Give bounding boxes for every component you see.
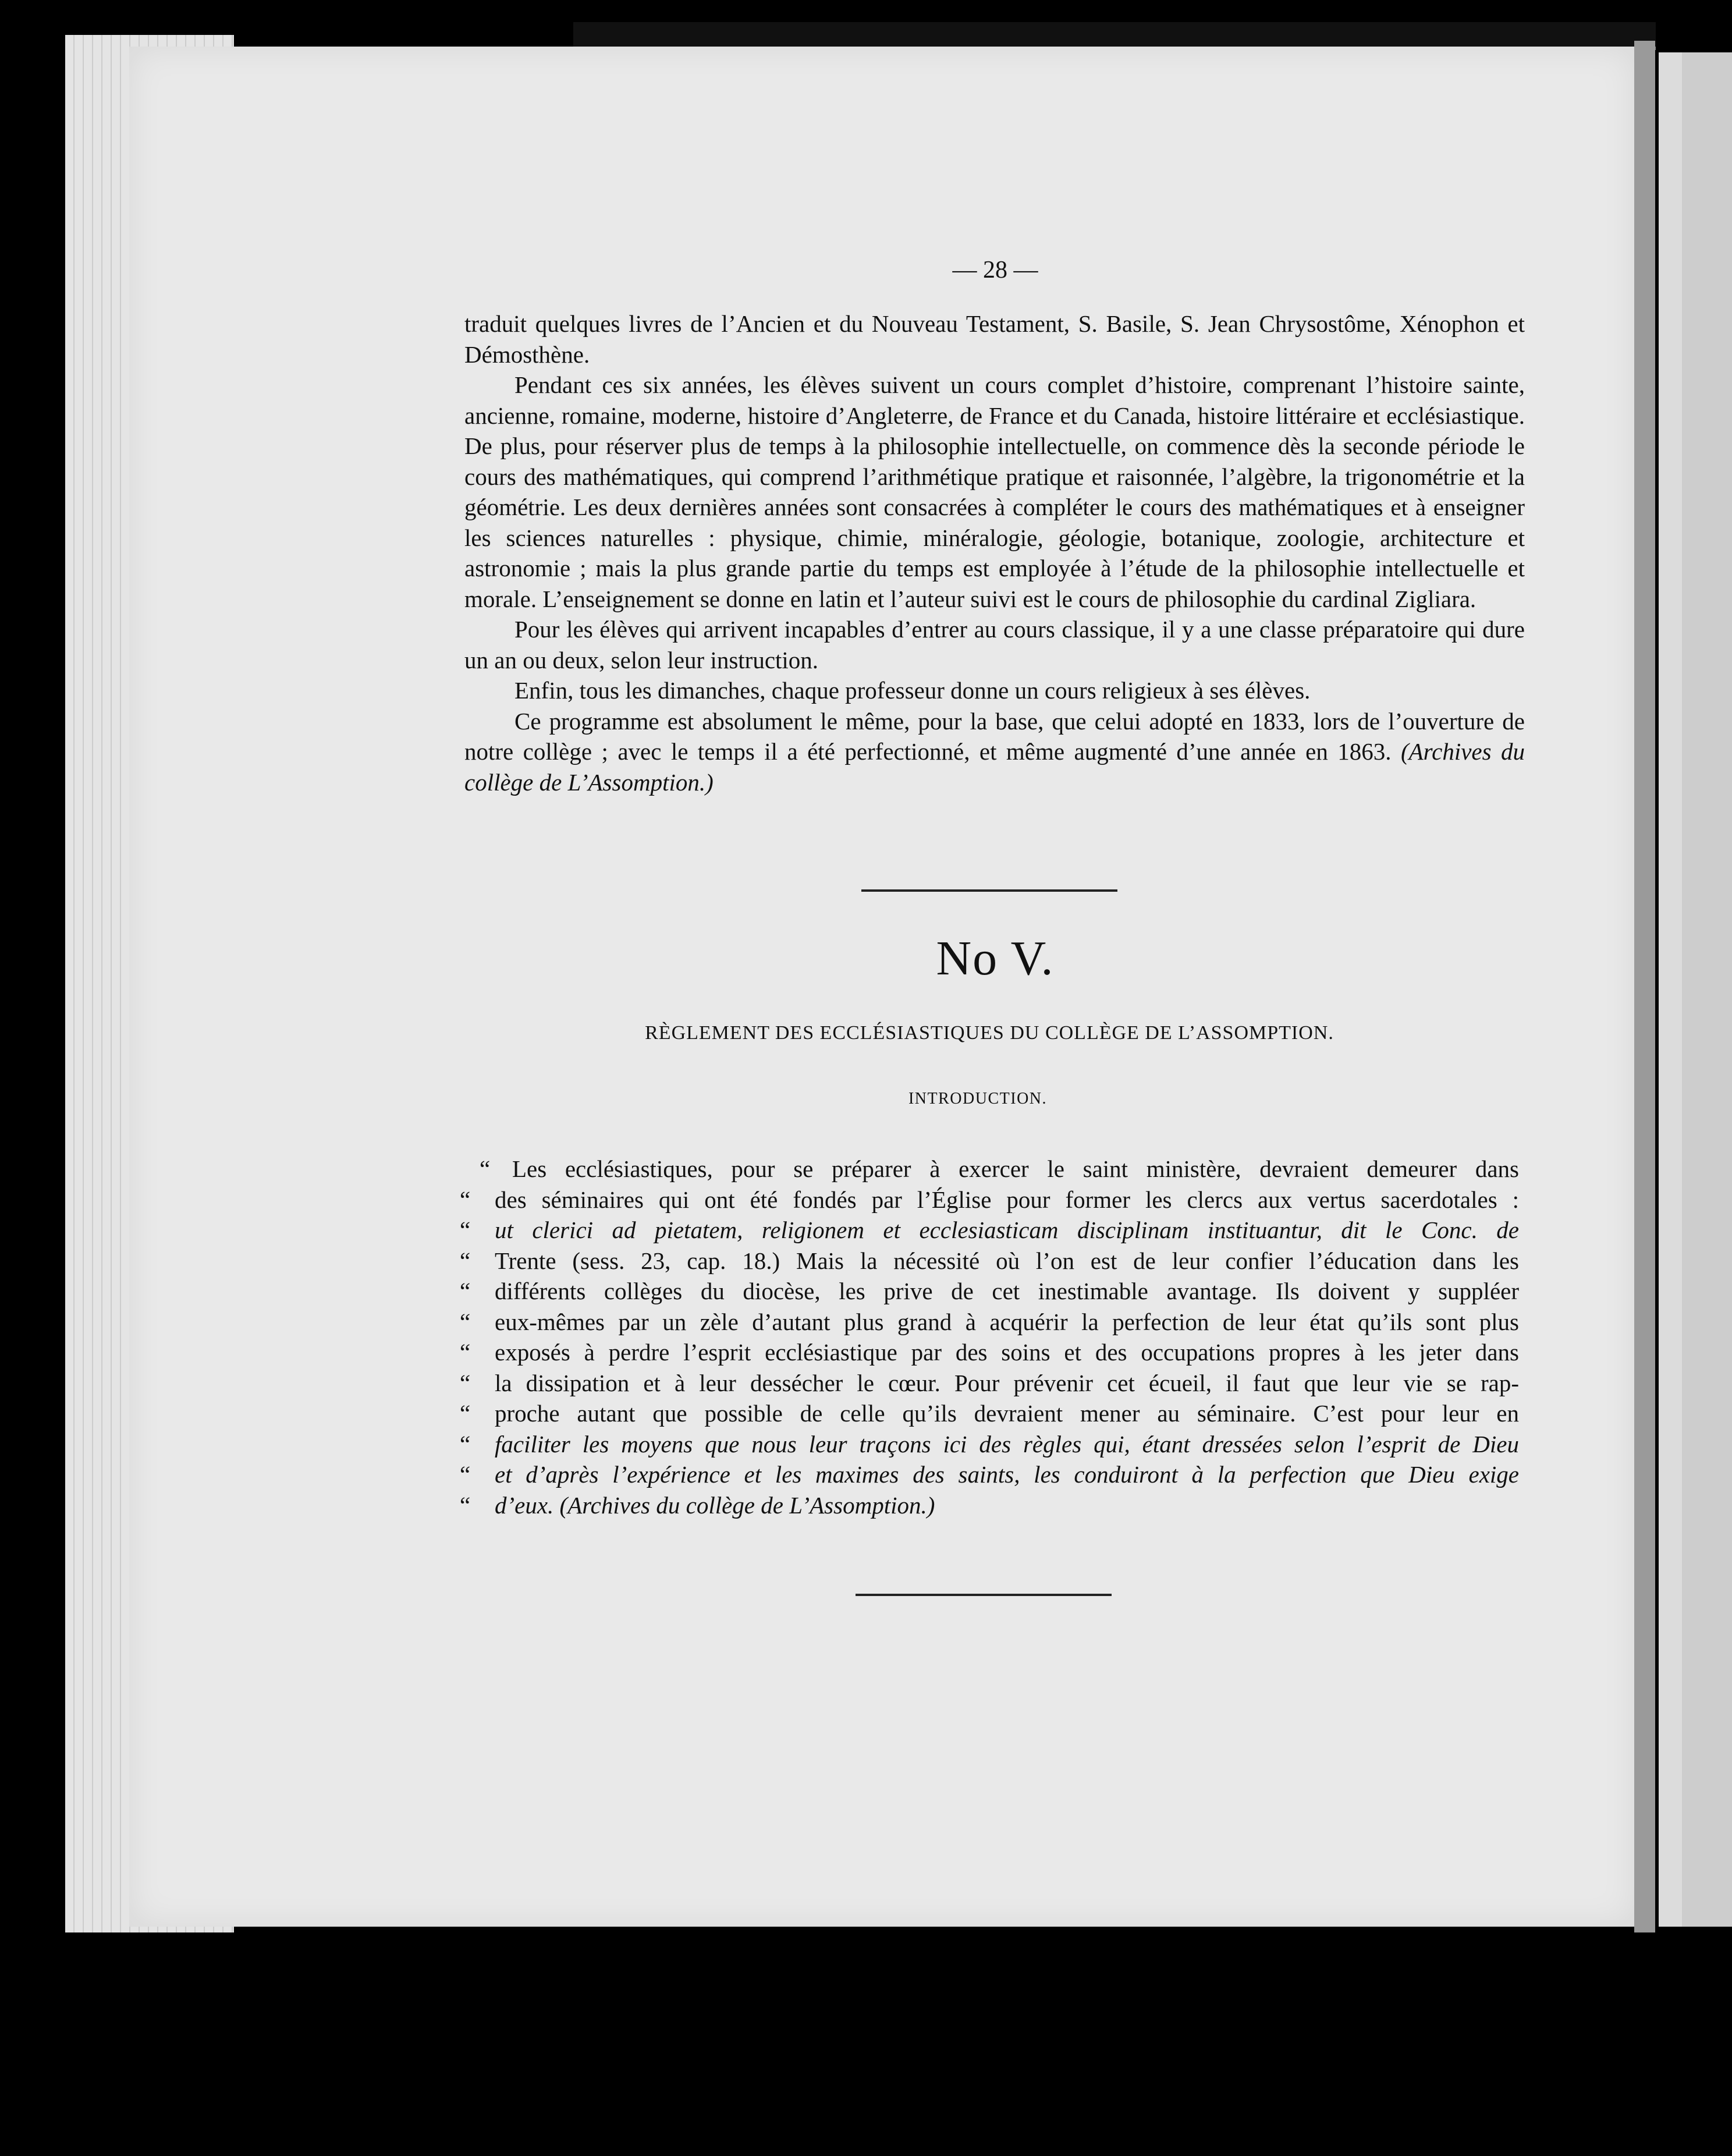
quote-line — [460, 1368, 1519, 1399]
quote-mark: “ — [480, 1155, 491, 1182]
quote-line-text: d’eux. (Archives du collège de L’Assomption.) — [495, 1491, 935, 1519]
quote-mark: “ — [460, 1186, 471, 1213]
quote-mark: “ — [460, 1308, 471, 1335]
quote-line — [460, 1246, 1519, 1276]
quote-line-text: des séminaires qui ont été fondés par l’Église pour former les clercs aux vertus sacerdotales : — [495, 1186, 1519, 1213]
facing-page-shadow — [1682, 52, 1732, 1927]
quote-mark: “ — [460, 1369, 471, 1396]
paragraph: Pendant ces six années, les élèves suivent un cours complet d’histoire, comprenant l’histoire sainte, ancienne, romaine, moderne, histoire d’Angleterre, de France et du Canada, histoire littéraire et ecclésiastique. De plus, pour réserver plus de temps à la philosophie intellectuelle, on commence dès la seconde période le cours des mathématiques, qui comprend l’arithmétique pratique et raisonnée, l’algèbre, la trigonométrie et la géométrie. Les deux dernières années sont consacrées à compléter le cours des mathématiques et à enseigner les sciences naturelles : physique, chimie, minéralogie, géologie, botanique, zoologie, architecture et astronomie ; mais la plus grande partie du temps est employée à l’étude de la philosophie intellectuelle et morale. L’enseignement se donne en latin et l’auteur suivi est le cours de philosophie du cardinal Zigliara. — [464, 371, 1525, 612]
quote-mark: “ — [460, 1339, 471, 1366]
quote-mark: “ — [460, 1278, 471, 1304]
paragraph: Pour les élèves qui arrivent incapables d’entrer au cours classique, il y a une classe préparatoire qui dure un an ou deux, selon leur instruction. — [464, 616, 1525, 673]
quote-line-text: faciliter les moyens que nous leur traçons ici des règles qui, étant dressées selon l’esprit de Dieu — [495, 1430, 1519, 1458]
quote-mark: “ — [460, 1491, 471, 1519]
quote-line — [460, 1490, 1519, 1521]
quote-line — [460, 1276, 1519, 1307]
quote-line-text: différents collèges du diocèse, les prive de cet inestimable avantage. Ils doivent y suppléer — [495, 1278, 1519, 1304]
quote-line-text: exposés à perdre l’esprit ecclésiastique par des soins et des occupations propres à les jeter dans — [495, 1339, 1519, 1366]
quote-line — [460, 1185, 1519, 1215]
archive-citation: (Archives du collège de L’Assomption.) — [464, 738, 1525, 796]
scan-frame-top — [573, 22, 1656, 50]
quote-line — [460, 1307, 1519, 1338]
quote-line — [460, 1215, 1519, 1246]
paragraph-text: Ce programme est absolument le même, pour la base, que celui adopté en 1833, lors de l’ouverture de notre collège ; avec le temps il a été perfectionné, et même augmenté d’une année en 1863. — [464, 707, 1525, 765]
paragraph: traduit quelques livres de l’Ancien et du Nouveau Testament, S. Basile, S. Jean Chrysostôme, Xénophon et Démosthène. — [464, 310, 1525, 368]
quote-line-text: proche autant que possible de celle qu’ils devraient mener au séminaire. C’est pour leur en — [495, 1400, 1519, 1427]
paragraph: Enfin, tous les dimanches, chaque professeur donne un cours religieux à ses élèves. — [514, 677, 1311, 704]
quote-line-text: la dissipation et à leur dessécher le cœur. Pour prévenir cet écueil, il faut que leur vie se rap- — [495, 1369, 1519, 1396]
section-title: RÈGLEMENT DES ECCLÉSIASTIQUES DU COLLÈGE DE L’ASSOMPTION. — [645, 1022, 1334, 1044]
section-divider — [861, 889, 1117, 892]
quote-mark: “ — [460, 1461, 471, 1488]
quote-line-text: eux-mêmes par un zèle d’autant plus grand à acquérir la perfection de leur état qu’ils sont plus — [495, 1308, 1519, 1335]
quote-mark: “ — [460, 1217, 471, 1243]
quote-line — [460, 1459, 1519, 1490]
section-subtitle: INTRODUCTION. — [908, 1090, 1048, 1108]
quote-line — [460, 1429, 1519, 1460]
paragraph-last — [464, 706, 1525, 798]
introduction-quote — [460, 1154, 1519, 1520]
closing-divider — [856, 1594, 1112, 1596]
quote-line-text: Trente (sess. 23, cap. 18.) Mais la nécessité où l’on est de leur confier l’éducation dans les — [495, 1247, 1519, 1274]
quote-line-text: Les ecclésiastiques, pour se préparer à exercer le saint ministère, devraient demeurer dans — [512, 1155, 1519, 1182]
section-number: No V. — [936, 931, 1055, 985]
quote-line — [460, 1337, 1519, 1368]
quote-line — [460, 1398, 1519, 1429]
page-right-edge — [1634, 41, 1655, 1932]
quote-line-text: ut clerici ad pietatem, religionem et ecclesiasticam disciplinam instituantur, dit le Conc. de — [495, 1217, 1519, 1243]
body-text — [464, 256, 1525, 797]
page-number: — 28 — — [952, 257, 1038, 283]
quote-line-text: et d’après l’expérience et les maximes des saints, les conduiront à la perfection que Dieu exige — [495, 1461, 1519, 1488]
quote-mark: “ — [460, 1400, 471, 1427]
quote-mark: “ — [460, 1247, 471, 1274]
quote-line — [460, 1154, 1519, 1185]
quote-mark: “ — [460, 1430, 471, 1458]
